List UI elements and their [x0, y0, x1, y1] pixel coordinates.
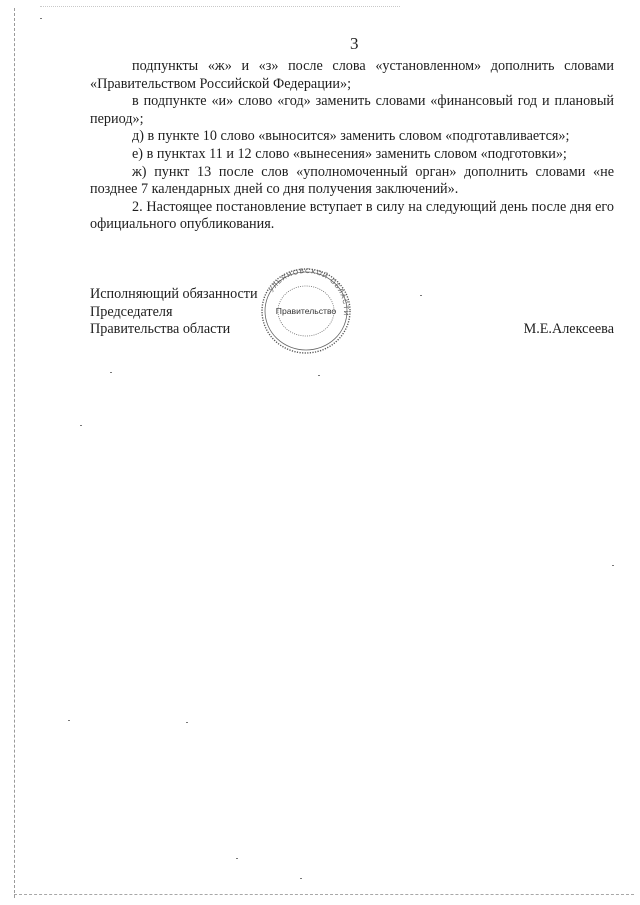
paragraph: в подпункте «и» слово «год» заменить словами «финансовый год и плановый период»; [90, 93, 614, 127]
scan-edge-top [40, 6, 400, 7]
page-number: 3 [350, 34, 359, 53]
scan-speck [420, 295, 422, 296]
scan-speck [68, 720, 70, 721]
scan-speck [110, 372, 112, 373]
scan-edge-left [14, 8, 15, 898]
scan-speck [186, 722, 188, 723]
signatory-position-line1: Исполняющий обязанности [90, 286, 258, 302]
official-seal-stamp [258, 266, 354, 356]
scan-speck [40, 18, 42, 19]
stamp-ring-text: УЛЬЯНОВСКОЙ ОБЛАСТИ [268, 267, 350, 317]
signatory-position-line3: Правительства области [90, 321, 231, 338]
scan-speck [236, 858, 238, 859]
paragraph: ж) пункт 13 после слов «уполномоченный орган» дополнить словами «не позднее 7 календарных дней со дня получения заключений». [90, 163, 614, 198]
document-body [90, 58, 614, 234]
paragraph: 2. Настоящее постановление вступает в силу на следующий день после дня его официального опубликования. [90, 198, 614, 233]
signatory-position-line2: Председателя [90, 303, 173, 320]
scan-speck [612, 565, 614, 566]
paragraph: д) в пункте 10 слово «выносится» заменить словом «подготавливается»; [132, 128, 570, 145]
scan-speck [318, 375, 320, 376]
signatory-name: М.Е.Алексеева [523, 321, 614, 337]
paragraph: е) в пунктах 11 и 12 слово «вынесения» заменить словом «подготовки»; [132, 145, 567, 162]
scan-speck [80, 425, 82, 426]
scan-edge-bottom [14, 894, 634, 895]
paragraph: подпункты «ж» и «з» после слова «установленном» дополнить словами «Правительством Российской Федерации»; [90, 58, 614, 92]
scan-speck [300, 878, 302, 879]
stamp-center-text: Правительство [275, 306, 337, 316]
